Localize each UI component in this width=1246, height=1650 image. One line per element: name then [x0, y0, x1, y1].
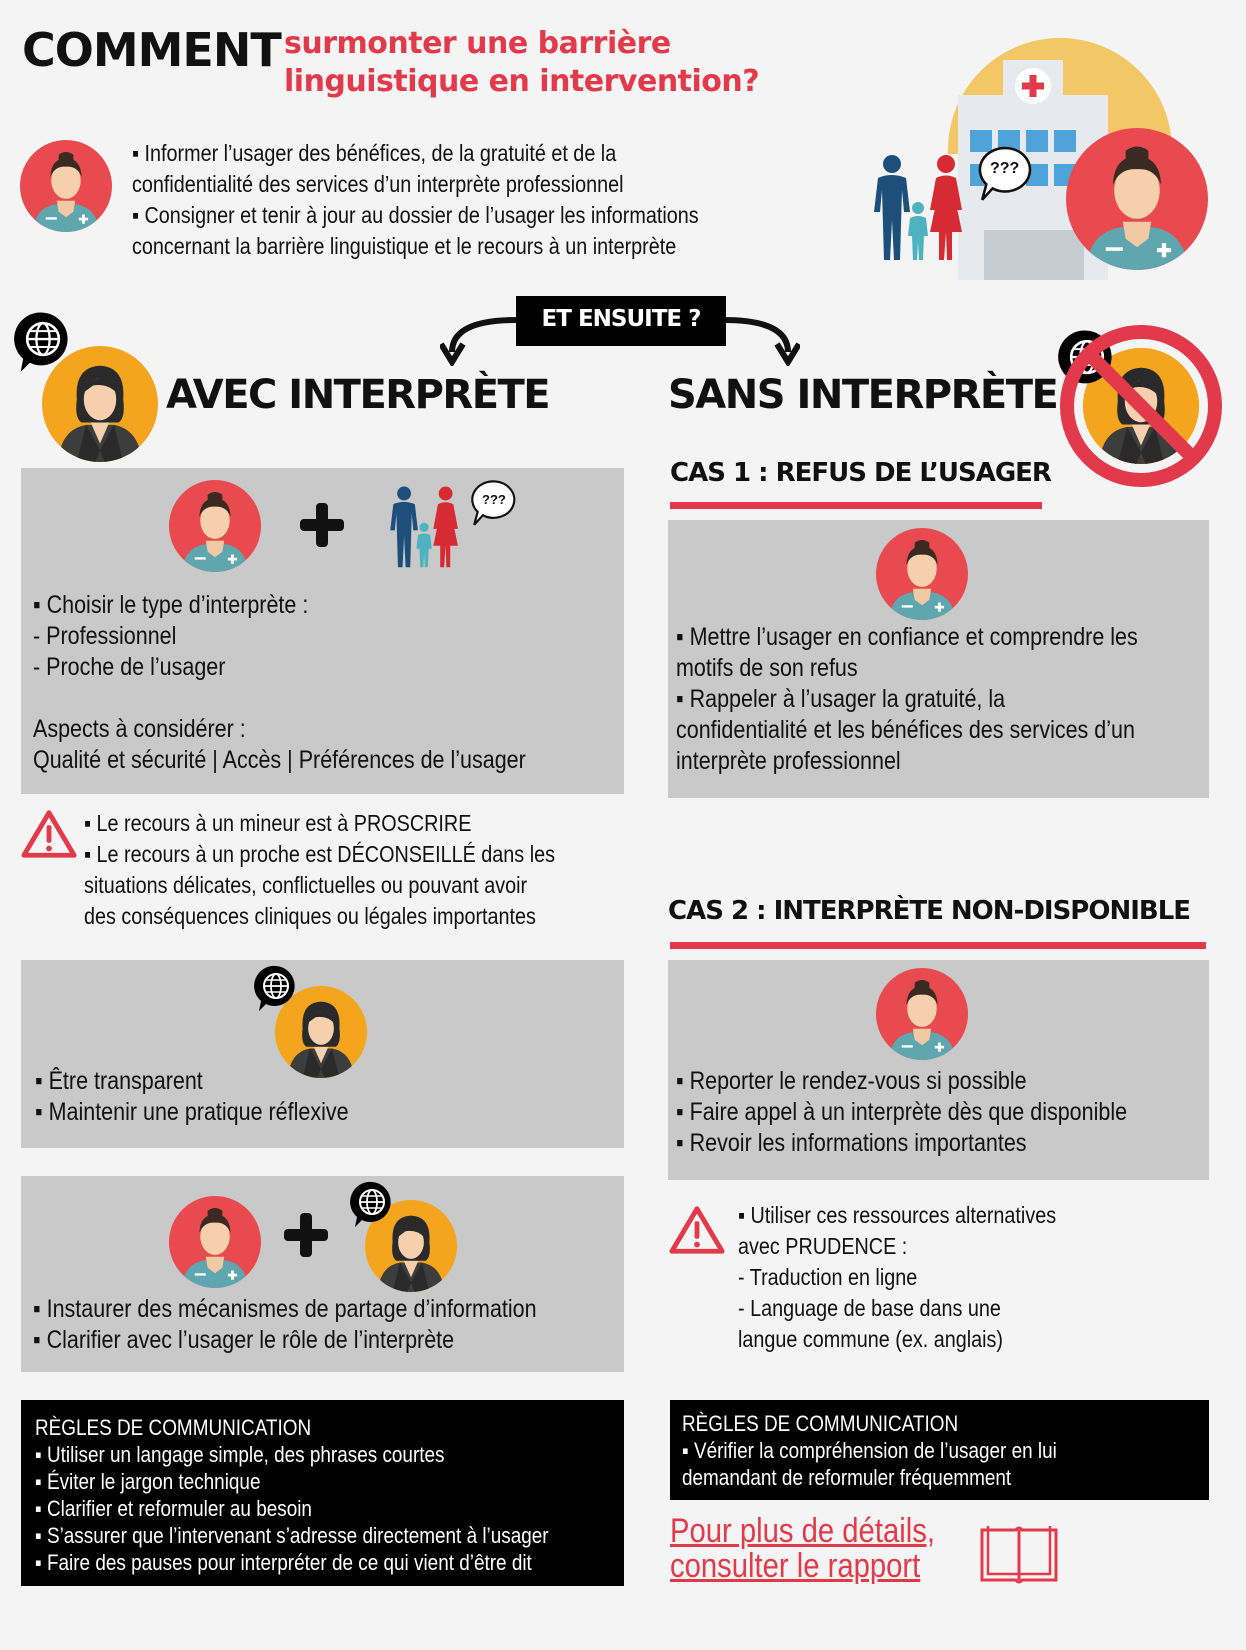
right-column-title: SANS INTERPRÈTE: [668, 372, 1058, 418]
cas1-underline: [670, 502, 1042, 509]
nurse-icon: [876, 968, 968, 1060]
warning-line: avec PRUDENCE :: [738, 1233, 908, 1259]
cas1-line: interprète professionnel: [676, 747, 901, 775]
report-link[interactable]: [670, 1512, 978, 1586]
right-panel-refusal: [668, 520, 1209, 798]
panel1-line: [33, 683, 39, 714]
left-panel-choose-interpreter: [21, 468, 624, 794]
warning-line: des conséquences cliniques ou légales importantes: [84, 903, 536, 929]
warning-line: - Language de base dans une: [738, 1295, 1001, 1321]
nurse-icon: [169, 480, 261, 572]
rules-line: demandant de reformuler fréquemment: [682, 1465, 1012, 1490]
cas2-title: CAS 2 : INTERPRÈTE NON-DISPONIBLE: [668, 896, 1191, 926]
rules-title: RÈGLES DE COMMUNICATION: [682, 1411, 959, 1436]
panel2-text: [35, 1066, 400, 1128]
branch-label-text: ET ENSUITE ?: [541, 306, 701, 332]
cas2-text: [676, 1066, 1201, 1159]
rules-text: [35, 1414, 632, 1576]
globe-icon: [251, 964, 301, 1014]
panel1-line: ▪ Choisir le type d’interprète :: [33, 591, 309, 619]
branch-label: [516, 296, 726, 346]
warning-line: ▪ Le recours à un proche est DÉCONSEILLÉ dans les: [84, 841, 555, 867]
intro-bullet2-line2: concernant la barrière linguistique et le recours à un interprète: [132, 233, 677, 259]
panel1-line: Qualité et sécurité | Accès | Préférences de l’usager: [33, 746, 526, 774]
rules-line: ▪ Vérifier la compréhension de l’usager en lui: [682, 1438, 1057, 1463]
cas1-line: ▪ Rappeler à l’usager la gratuité, la: [676, 685, 1006, 713]
cas1-title: CAS 1 : REFUS DE L’USAGER: [670, 458, 1051, 488]
prohibited-icon: [1056, 318, 1226, 488]
warning-line: situations délicates, conflictuelles ou pouvant avoir: [84, 872, 528, 898]
right-warning-text: [738, 1200, 1108, 1355]
cas2-line: ▪ Revoir les informations importantes: [676, 1129, 1027, 1157]
left-panel-sharing: [21, 1176, 624, 1372]
nurse-icon: [169, 1196, 261, 1288]
cas2-underline: [670, 942, 1206, 949]
family-icon: [862, 150, 992, 260]
cas1-line: motifs de son refus: [676, 654, 858, 682]
cas2-line: ▪ Faire appel à un interprète dès que disponible: [676, 1098, 1128, 1126]
warning-icon: [20, 808, 78, 860]
warning-icon: [668, 1204, 726, 1256]
panel3-line: ▪ Instaurer des mécanismes de partage d’information: [33, 1295, 537, 1323]
cas1-line: ▪ Mettre l’usager en confiance et comprendre les: [676, 623, 1138, 651]
rules-line: ▪ Éviter le jargon technique: [35, 1469, 261, 1494]
rules-line: ▪ Clarifier et reformuler au besoin: [35, 1496, 312, 1521]
rules-line: ▪ S’assurer que l’intervenant s’adresse directement à l’usager: [35, 1523, 549, 1548]
intro-bullet2-line1: ▪ Consigner et tenir à jour au dossier de l’usager les informations: [132, 202, 699, 228]
no-interpreter-badge: [1056, 318, 1226, 488]
bubble-text: ???: [482, 492, 506, 507]
panel1-line: Aspects à considérer :: [33, 715, 246, 743]
report-link-line2[interactable]: consulter le rapport: [670, 1547, 921, 1585]
plus-icon: [281, 1210, 331, 1260]
panel3-line: ▪ Clarifier avec l’usager le rôle de l’interprète: [33, 1326, 455, 1354]
warning-line: ▪ Utiliser ces ressources alternatives: [738, 1202, 1057, 1228]
right-panel-unavailable: [668, 960, 1209, 1180]
panel2-line: ▪ Maintenir une pratique réflexive: [35, 1098, 349, 1126]
panel3-text: [33, 1294, 619, 1356]
panel2-line: ▪ Être transparent: [35, 1067, 203, 1095]
warning-line: - Traduction en ligne: [738, 1264, 918, 1290]
nurse-icon: [20, 140, 112, 232]
report-link-line1[interactable]: Pour plus de détails,: [670, 1512, 935, 1550]
bubble-text: ???: [990, 160, 1020, 177]
plus-icon: [297, 500, 347, 550]
book-icon: [978, 1522, 1060, 1586]
rules-line: ▪ Faire des pauses pour interpréter de ce qui vient d’être dit: [35, 1550, 532, 1575]
cas1-line: confidentialité et les bénéfices des services d’un: [676, 716, 1135, 744]
panel1-text: [33, 590, 606, 776]
warning-line: langue commune (ex. anglais): [738, 1326, 1003, 1352]
panel1-line: - Proche de l’usager: [33, 653, 226, 681]
nurse-icon-large: [1066, 128, 1208, 270]
intro-text: [132, 138, 791, 262]
subtitle-line2: linguistique en intervention?: [284, 64, 760, 99]
right-communication-rules: [670, 1400, 1209, 1500]
globe-icon: [10, 310, 76, 376]
nurse-icon: [876, 528, 968, 620]
left-communication-rules: [21, 1400, 624, 1586]
rules-title: RÈGLES DE COMMUNICATION: [35, 1415, 312, 1440]
left-column-title: AVEC INTERPRÈTE: [166, 372, 550, 418]
left-warning-text: [84, 808, 632, 932]
left-panel-transparency: [21, 960, 624, 1148]
family-icon: [381, 482, 481, 568]
cas2-line: ▪ Reporter le rendez-vous si possible: [676, 1067, 1027, 1095]
warning-line: ▪ Le recours à un mineur est à PROSCRIRE: [84, 810, 472, 836]
cas1-text: [676, 622, 1213, 777]
rules-line: ▪ Utiliser un langage simple, des phrases courtes: [35, 1442, 445, 1467]
intro-bullet1-line1: ▪ Informer l’usager des bénéfices, de la gratuité et de la: [132, 140, 617, 166]
intro-bullet1-line2: confidentialité des services d’un interprète professionnel: [132, 171, 624, 197]
page-title: COMMENT: [22, 23, 281, 77]
globe-icon: [347, 1180, 397, 1230]
rules-text: [682, 1410, 1118, 1491]
panel1-line: - Professionnel: [33, 622, 177, 650]
subtitle-line1: surmonter une barrière: [284, 26, 671, 61]
